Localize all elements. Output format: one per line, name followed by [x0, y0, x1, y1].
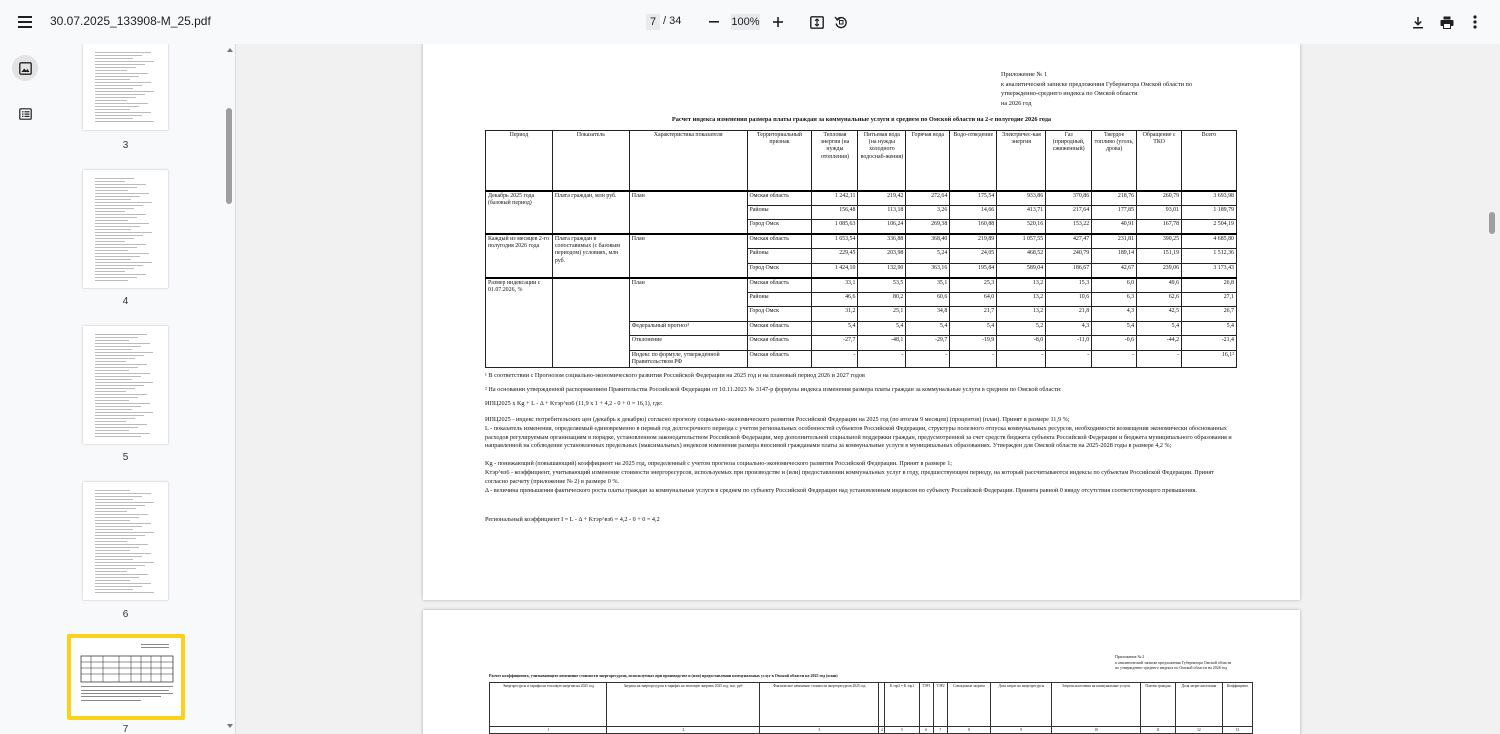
note-kg: Kg - понижающий (повышающий) коэффициент на 2025 год, определенный с учетом прогноза социально-экономического развития Российской Федерации. Принят в размере 1;	[485, 460, 953, 467]
thumbnail-number: 3	[122, 140, 129, 151]
header-cell: Газ (природный, сжиженный)	[1046, 131, 1092, 191]
header-cell: Обращение с ТКО	[1137, 131, 1182, 191]
value-cell: 217,64	[1046, 205, 1092, 220]
territory-cell: Районы	[747, 292, 812, 307]
value-cell: 62,6	[1137, 292, 1182, 307]
thumbnail-table-preview	[71, 638, 181, 716]
value-cell: -48,1	[858, 336, 906, 351]
column-number-cell: 7	[933, 727, 947, 734]
value-cell: 1 057,55	[997, 234, 1046, 249]
header-cell: Совокупные затраты	[947, 683, 990, 727]
header-cell: ТЭР2	[933, 683, 947, 727]
coefficient-table	[489, 682, 1253, 734]
value-cell: 15,3	[1046, 278, 1092, 293]
table-body	[486, 191, 1237, 368]
value-cell: 5,4	[906, 321, 950, 336]
value-cell: -27,7	[812, 336, 858, 351]
value-cell: 5,4	[858, 321, 906, 336]
value-cell: 132,90	[858, 263, 906, 278]
value-cell: 106,24	[858, 220, 906, 235]
file-title: 30.07.2025_133908-M_25.pdf	[50, 14, 211, 28]
note-delta: Δ - величина превышения фактического роста платы граждан за коммунальные услуги в среднем по субъекту Российской Федерации над установленным индексом по субъекту Российской Федерации. Принята равной 0 ввиду отсутствия соответствующего превышения.	[485, 487, 1197, 494]
value-cell: 413,71	[997, 205, 1046, 220]
column-number-cell: 10	[1052, 727, 1141, 734]
more-options-button[interactable]	[1461, 8, 1489, 36]
rotate-icon	[834, 15, 848, 29]
characteristic-cell: План	[629, 191, 747, 235]
download-icon	[1412, 16, 1424, 29]
value-cell: 13,2	[997, 292, 1046, 307]
value-cell: 4 685,80	[1182, 234, 1237, 249]
header-cell: Твердое топливо (уголь, дрова)	[1092, 131, 1137, 191]
value-cell: 1 424,10	[812, 263, 858, 278]
column-number-cell: 9	[991, 727, 1052, 734]
value-cell: 390,25	[1137, 234, 1182, 249]
table-row	[486, 278, 1237, 293]
characteristic-cell: Отклонение	[629, 336, 747, 351]
outline-list-icon	[19, 108, 32, 120]
value-cell: -44,2	[1137, 336, 1182, 351]
note-kter: Kтэр^вз6 - коэффициент, учитывающий изменение стоимости энергоресурсов, используемых при производстве и (или) предоставлении коммунальных услуг в году, предшествующем периоду, на который рассчитываются индексы по субъектам Российской Федерации. Принят согласно расчету (приложение № 2) в размере 0 %.	[485, 469, 1214, 485]
territory-cell: Районы	[747, 249, 812, 264]
indicator-cell	[552, 278, 629, 368]
table-header-row	[490, 683, 1253, 727]
annex-line: утвержденно-среднего индекса по Омской области	[1001, 90, 1138, 97]
main-scroll-thumb[interactable]	[1489, 212, 1495, 234]
header-cell: Затраты на энергоресурсы в тарифах на тепловую энергию 2025 год, тыс. руб.	[607, 683, 760, 727]
value-cell: 195,84	[950, 263, 997, 278]
annex-line: Приложение № 1	[1001, 71, 1048, 78]
value-cell: 31,2	[812, 307, 858, 322]
value-cell: 468,52	[997, 249, 1046, 264]
value-cell: 33,1	[812, 278, 858, 293]
value-cell: -	[1046, 350, 1092, 367]
thumbnail-page-3[interactable]	[83, 44, 168, 130]
zoom-out-button[interactable]	[700, 8, 728, 36]
value-cell: 46,6	[812, 292, 858, 307]
pdf-page-7	[423, 44, 1300, 600]
value-cell: 25,1	[858, 307, 906, 322]
value-cell: 167,78	[1137, 220, 1182, 235]
toolbar	[0, 0, 1500, 44]
header-cell: Платеж граждан	[1140, 683, 1175, 727]
header-cell: Питьевая вода (на нужды холодного водоснаб-жения)	[858, 131, 906, 191]
value-cell: 26,8	[1182, 278, 1237, 293]
value-cell: -19,9	[950, 336, 997, 351]
value-cell: 13,2	[997, 307, 1046, 322]
value-cell: -11,0	[1046, 336, 1092, 351]
value-cell: 160,88	[950, 220, 997, 235]
index-table	[485, 130, 1237, 368]
value-cell: -	[1092, 350, 1137, 367]
value-cell: 189,14	[1092, 249, 1137, 264]
value-cell: 42,5	[1137, 307, 1182, 322]
document-viewer	[237, 44, 1500, 734]
print-button[interactable]	[1433, 8, 1461, 36]
annex-line: Приложение № 2	[1115, 654, 1145, 659]
value-cell: 10,6	[1046, 292, 1092, 307]
download-button[interactable]	[1404, 8, 1432, 36]
header-cell: Коэффициент	[1222, 683, 1252, 727]
value-cell: 25,3	[950, 278, 997, 293]
value-cell: 368,40	[906, 234, 950, 249]
value-cell: 151,19	[1137, 249, 1182, 264]
value-cell: 26,7	[1182, 307, 1237, 322]
value-cell: 40,91	[1092, 220, 1137, 235]
territory-cell: Город Омск	[747, 220, 812, 235]
header-cell: ТЭР1	[919, 683, 933, 727]
value-cell: 427,47	[1046, 234, 1092, 249]
indicator-cell: Плата граждан в сопоставимых (с базовым периодом) условиях, млн руб.	[552, 234, 629, 278]
header-cell: Фактическое изменение стоимости энергоресурсов 2025 год	[760, 683, 879, 727]
value-cell: 80,2	[858, 292, 906, 307]
value-cell: 3 693,98	[1182, 191, 1237, 206]
value-cell: 219,89	[950, 234, 997, 249]
value-cell: 3,26	[906, 205, 950, 220]
table-row	[486, 191, 1237, 206]
territory-cell: Город Омск	[747, 263, 812, 278]
value-cell: 933,86	[997, 191, 1046, 206]
value-cell: 5,4	[1137, 321, 1182, 336]
value-cell: 2 504,19	[1182, 220, 1237, 235]
annex-line: к аналитической записке предложения Губернатора Омской области	[1115, 659, 1232, 665]
value-cell: -	[997, 350, 1046, 367]
territory-cell: Омская область	[747, 234, 812, 249]
header-cell: Всего	[1182, 131, 1237, 191]
thumbnail-page-6[interactable]	[83, 482, 168, 600]
value-cell: 1 242,11	[812, 191, 858, 206]
column-number-cell: 12	[1176, 727, 1223, 734]
thumbnail-number: 5	[122, 452, 129, 463]
header-cell: Период	[486, 131, 553, 191]
value-cell: 5,4	[950, 321, 997, 336]
value-cell: 1 189,79	[1182, 205, 1237, 220]
more-vert-icon	[1473, 15, 1477, 29]
value-cell: 113,18	[858, 205, 906, 220]
value-cell: 34,8	[906, 307, 950, 322]
thumbnail-sidebar	[0, 44, 236, 734]
value-cell: 21,8	[1046, 307, 1092, 322]
value-cell: 5,2	[997, 321, 1046, 336]
column-number-cell: 4	[879, 727, 885, 734]
value-cell: 13,2	[997, 278, 1046, 293]
value-cell: 203,98	[858, 249, 906, 264]
value-cell: 3 173,43	[1182, 263, 1237, 278]
column-number-cell: 13	[1222, 727, 1252, 734]
column-number-cell: 1	[490, 727, 607, 734]
value-cell: 520,16	[997, 220, 1046, 235]
value-cell: 219,42	[858, 191, 906, 206]
value-cell: 24,05	[950, 249, 997, 264]
table-row	[486, 234, 1237, 249]
header-cell: Доля затрат на энергоресурсы	[991, 683, 1052, 727]
header-cell: Показатель	[552, 131, 629, 191]
value-cell: -21,4	[1182, 336, 1237, 351]
value-cell: 42,67	[1092, 263, 1137, 278]
value-cell: -8,0	[997, 336, 1046, 351]
page-number-input[interactable]: 7	[646, 14, 660, 30]
minus-icon	[708, 16, 720, 28]
characteristic-cell: План	[629, 234, 747, 278]
header-cell: Энергоресурсы и тарифы на тепловую энергию на 2025 год	[490, 683, 607, 727]
value-cell: 60,6	[906, 292, 950, 307]
value-cell: 27,1	[1182, 292, 1237, 307]
annex-block	[1001, 70, 1192, 108]
indicator-cell: Плата граждан, млн руб.	[552, 191, 629, 235]
header-cell: Водо-отведение	[950, 131, 997, 191]
value-cell: -	[950, 350, 997, 367]
document-title: Расчет индекса изменения размера платы граждан за коммунальные услуги в среднем по Омской области на 2-е полугодие 2026 года	[671, 116, 1052, 123]
annex-block	[1115, 654, 1231, 671]
menu-button[interactable]	[11, 8, 39, 36]
header-cell: Горячая вода	[906, 131, 950, 191]
characteristic-cell: Федеральный прогноз¹	[629, 321, 747, 336]
thumbnail-number: 6	[122, 609, 129, 620]
page-total: / 34	[663, 15, 682, 27]
value-cell: -	[858, 350, 906, 367]
column-number-cell: 11	[1140, 727, 1175, 734]
value-cell: 156,48	[812, 205, 858, 220]
value-cell: 269,38	[906, 220, 950, 235]
note-l: L - показатель изменения, определяемый единовременно в первый год долгосрочного периода с учетом региональных особенностей субъектов Российской Федерации, структуры полезного отпуска коммунальных ресурсов, необходимости возмещения экономически обоснованных расходов регулируемым организациям в порядке, установленном законодательством Российской Федерации, мер дополнительной социальной поддержки граждан, предусмотренной за счет средств бюджета субъекта Российской Федерации и бюджета муниципального образования и направленной на соблюдение установленных предельных (максимальных) индексов изменения размера вносимой гражданами платы за коммунальные услуги в муниципальных образованиях. Утвержден для Омской области на 2025-2028 годы в размере 4,2 %;	[485, 425, 1232, 450]
plus-icon	[772, 16, 784, 28]
value-cell: 370,86	[1046, 191, 1092, 206]
value-cell: 21,7	[950, 307, 997, 322]
value-cell: 177,85	[1092, 205, 1137, 220]
header-cell: K тэр2 = K тэр1	[885, 683, 919, 727]
value-cell: 53,5	[858, 278, 906, 293]
thumbnail-number: 4	[122, 296, 129, 307]
header-cell: Тепловая энергия (на нужды отопления)	[812, 131, 858, 191]
period-cell: Каждый из месяцев 2-го полугодия 2026 года	[486, 234, 553, 278]
value-cell: 93,01	[1137, 205, 1182, 220]
value-cell: 589,04	[997, 263, 1046, 278]
annex-line: по утвержденно-среднего индекса по Омской области на 2026 год	[1115, 665, 1228, 670]
characteristic-cell: План	[629, 278, 747, 322]
tab-outline[interactable]	[12, 101, 38, 127]
header-cell: Территориальный признак	[747, 131, 812, 191]
column-number-cell: 5	[885, 727, 919, 734]
formula-line: ИПЦ2025 x Kg + L - Δ + Kтэр^вз6 (11,9 x 1 + 4,2 - 0 + 0 = 16,1), где:	[485, 400, 663, 407]
pdf-page-8	[423, 610, 1300, 734]
value-cell: 336,88	[858, 234, 906, 249]
value-cell: 4,3	[1092, 307, 1137, 322]
hamburger-icon	[18, 16, 32, 28]
zoom-input[interactable]: 100%	[731, 16, 760, 28]
rotate-button[interactable]	[827, 8, 855, 36]
sidebar-tabs	[0, 44, 50, 734]
regional-coefficient: Региональный коэффициент I = L - Δ + Kтэр^вз6 = 4,2 - 0 + 0 = 4,2	[485, 516, 660, 523]
header-cell: Характеристика показателя	[629, 131, 747, 191]
period-cell: Размер индексации с 01.07.2026, %	[486, 278, 553, 368]
tab-thumbnails[interactable]	[12, 55, 38, 81]
value-cell: 64,0	[950, 292, 997, 307]
thumbnail-page-4[interactable]	[83, 170, 168, 288]
value-cell: 35,1	[906, 278, 950, 293]
thumbnail-number: 7	[122, 724, 129, 734]
header-cell: Электричес-кая энергия	[997, 131, 1046, 191]
value-cell: 6,3	[1092, 292, 1137, 307]
table-number-row	[490, 727, 1253, 734]
column-number-cell: 3	[760, 727, 879, 734]
value-cell: 5,4	[812, 321, 858, 336]
footnote-2: ² На основании утвержденной распоряжением Правительства Российской Федерации от 10.11.2023 № 3147-р формулы индекса изменения размера платы граждан за коммунальные услуги в среднем по Омской области:	[485, 386, 1062, 393]
characteristic-cell: Индекс по формуле, утвержденной Правительством РФ	[629, 350, 747, 367]
column-number-cell: 2	[607, 727, 760, 734]
value-cell: 1 653,54	[812, 234, 858, 249]
value-cell: 14,66	[950, 205, 997, 220]
value-cell: 1 512,36	[1182, 249, 1237, 264]
territory-cell: Город Омск	[747, 307, 812, 322]
page8-title: Расчет коэффициента, учитывающего изменение стоимости энергоресурсов, используемых при производстве и (или) предоставлении коммунальных услуг в Омской области на 2025 год (план)	[489, 673, 838, 678]
value-cell: 175,54	[950, 191, 997, 206]
sidebar-scroll-thumb[interactable]	[226, 108, 232, 204]
value-cell: 153,22	[1046, 220, 1092, 235]
period-cell: Декабрь 2025 года (базовый период)	[486, 191, 553, 235]
value-cell: 5,4	[1182, 321, 1237, 336]
territory-cell: Омская область	[747, 191, 812, 206]
column-number-cell: 8	[947, 727, 990, 734]
value-cell: -	[906, 350, 950, 367]
value-cell: 218,76	[1092, 191, 1137, 206]
annex-line: к аналитической записке предложения Губернатора Омской области по	[1001, 80, 1193, 88]
value-cell: 1 085,63	[812, 220, 858, 235]
annex-line: на 2026 год	[1001, 99, 1032, 107]
territory-cell: Омская область	[747, 350, 812, 367]
table-header-row	[486, 131, 1237, 191]
value-cell: -29,7	[906, 336, 950, 351]
header-cell: Доля затрат населения	[1176, 683, 1223, 727]
value-cell: 186,67	[1046, 263, 1092, 278]
value-cell: 239,06	[1137, 263, 1182, 278]
value-cell: 4,3	[1046, 321, 1092, 336]
fit-page-icon	[810, 16, 824, 29]
value-cell: 49,6	[1137, 278, 1182, 293]
thumbnail-page-5[interactable]	[83, 326, 168, 444]
note-cpi: ИПЦ2025 - индекс потребительских цен (декабрь к декабрю) согласно прогнозу социально-экономического развития Российской Федерации на 2025 год (по итогам 9 месяцев) (процентов) (план). Принят в размере 11,9 %;	[485, 416, 1070, 423]
territory-cell: Омская область	[747, 336, 812, 351]
value-cell: 5,24	[906, 249, 950, 264]
image-icon	[19, 62, 32, 75]
value-cell: 5,4	[1092, 321, 1137, 336]
value-cell: 272,64	[906, 191, 950, 206]
territory-cell: Омская область	[747, 278, 812, 293]
value-cell: 16,1²	[1182, 350, 1237, 367]
value-cell: -0,6	[1092, 336, 1137, 351]
value-cell: -	[1137, 350, 1182, 367]
value-cell: 240,79	[1046, 249, 1092, 264]
thumbnail-page-7-selected[interactable]	[67, 634, 185, 720]
value-cell: 260,79	[1137, 191, 1182, 206]
header-cell: Затраты населения на коммунальные услуги	[1052, 683, 1141, 727]
value-cell: 6,0	[1092, 278, 1137, 293]
value-cell: 231,81	[1092, 234, 1137, 249]
territory-cell: Районы	[747, 205, 812, 220]
territory-cell: Омская область	[747, 321, 812, 336]
value-cell: 363,16	[906, 263, 950, 278]
value-cell: 229,45	[812, 249, 858, 264]
value-cell: -	[812, 350, 858, 367]
zoom-in-button[interactable]	[764, 8, 792, 36]
column-number-cell: 6	[919, 727, 933, 734]
footnote-1: ¹ В соответствии с Прогнозом социально-экономического развития Российской Федерации на 2025 год и на плановый период 2026 и 2027 годов	[485, 372, 865, 379]
print-icon	[1440, 16, 1454, 29]
